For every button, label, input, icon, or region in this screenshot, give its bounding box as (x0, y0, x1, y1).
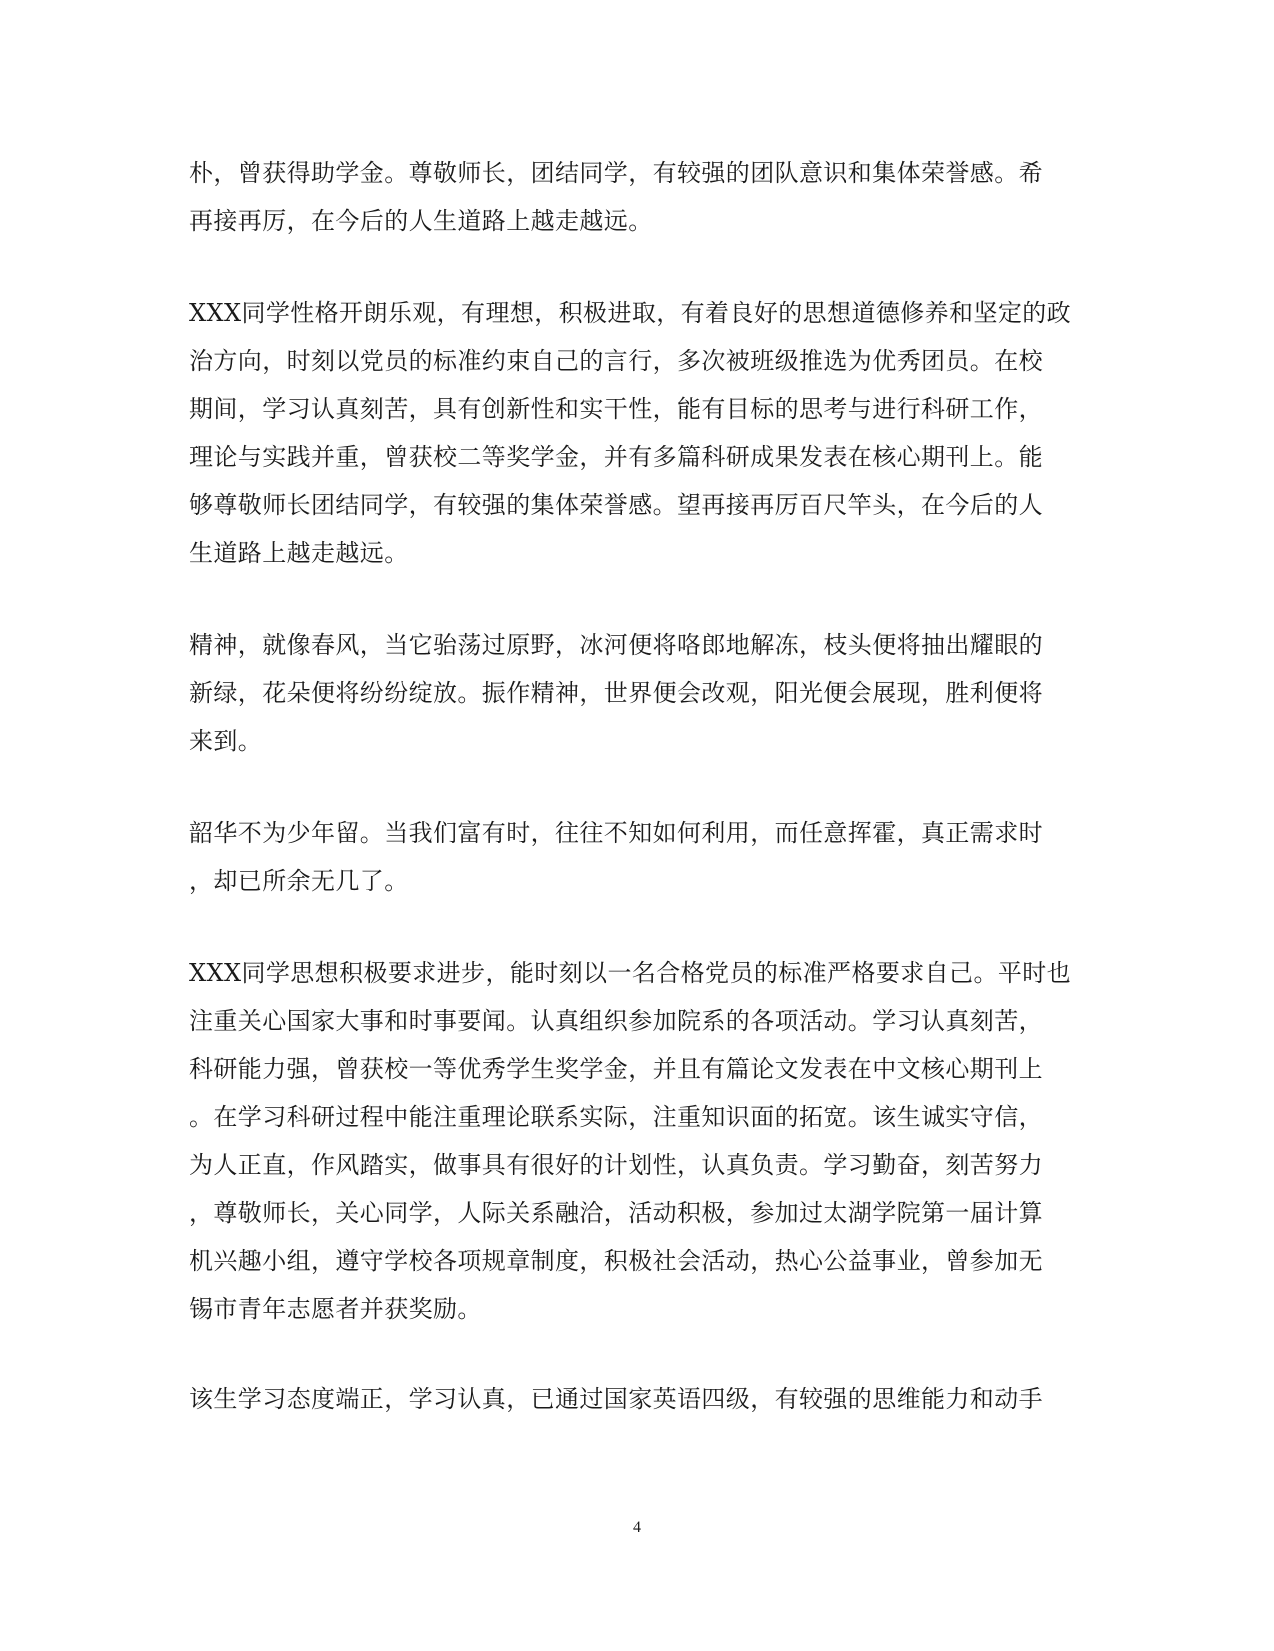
text-line: 韶华不为少年留。当我们富有时，往往不知如何利用，而任意挥霍，真正需求时 (189, 819, 1043, 847)
text-line: 期间，学习认真刻苦，具有创新性和实干性，能有目标的思考与进行科研工作， (189, 395, 1043, 423)
text-line: 再接再厉，在今后的人生道路上越走越远。 (189, 207, 653, 235)
text-line: 该生学习态度端正，学习认真，已通过国家英语四级，有较强的思维能力和动手 (189, 1385, 1043, 1413)
text-line: 机兴趣小组，遵守学校各项规章制度，积极社会活动，热心公益事业，曾参加无 (189, 1247, 1043, 1275)
text-line: ，却已所余无几了。 (189, 867, 409, 895)
text-line: XXX同学思想积极要求进步，能时刻以一名合格党员的标准严格要求自己。平时也 (189, 959, 1072, 987)
page-number: 4 (633, 1519, 641, 1536)
paragraph-5 (189, 949, 1089, 1333)
text-line: 精神，就像春风，当它骀荡过原野，冰河便将咯郎地解冻，枝头便将抽出耀眼的 (189, 631, 1043, 659)
text-line: 来到。 (189, 727, 263, 755)
text-line: 。在学习科研过程中能注重理论联系实际，注重知识面的拓宽。该生诚实守信， (189, 1103, 1043, 1131)
text-line: ，尊敬师长，关心同学，人际关系融洽，活动积极，参加过太湖学院第一届计算 (189, 1199, 1043, 1227)
text-line: XXX同学性格开朗乐观，有理想，积极进取，有着良好的思想道德修养和坚定的政 (189, 299, 1072, 327)
text-line: 新绿，花朵便将纷纷绽放。振作精神，世界便会改观，阳光便会展现，胜利便将 (189, 679, 1043, 707)
text-line: 生道路上越走越远。 (189, 539, 409, 567)
paragraph-2 (189, 289, 1089, 577)
paragraph-6 (189, 1375, 1089, 1423)
text-line: 锡市青年志愿者并获奖励。 (189, 1295, 482, 1323)
text-line: 朴，曾获得助学金。尊敬师长，团结同学，有较强的团队意识和集体荣誉感。希 (189, 159, 1043, 187)
paragraph-3 (189, 621, 1089, 765)
text-line: 理论与实践并重，曾获校二等奖学金，并有多篇科研成果发表在核心期刊上。能 (189, 443, 1043, 471)
text-line: 够尊敬师长团结同学，有较强的集体荣誉感。望再接再厉百尺竿头，在今后的人 (189, 491, 1043, 519)
paragraph-4 (189, 809, 1089, 905)
text-line: 科研能力强，曾获校一等优秀学生奖学金，并且有篇论文发表在中文核心期刊上 (189, 1055, 1043, 1083)
text-line: 注重关心国家大事和时事要闻。认真组织参加院系的各项活动。学习认真刻苦， (189, 1007, 1043, 1035)
text-line: 为人正直，作风踏实，做事具有很好的计划性，认真负责。学习勤奋，刻苦努力 (189, 1151, 1043, 1179)
paragraph-1 (189, 149, 1089, 245)
text-line: 治方向，时刻以党员的标准约束自己的言行，多次被班级推选为优秀团员。在校 (189, 347, 1043, 375)
